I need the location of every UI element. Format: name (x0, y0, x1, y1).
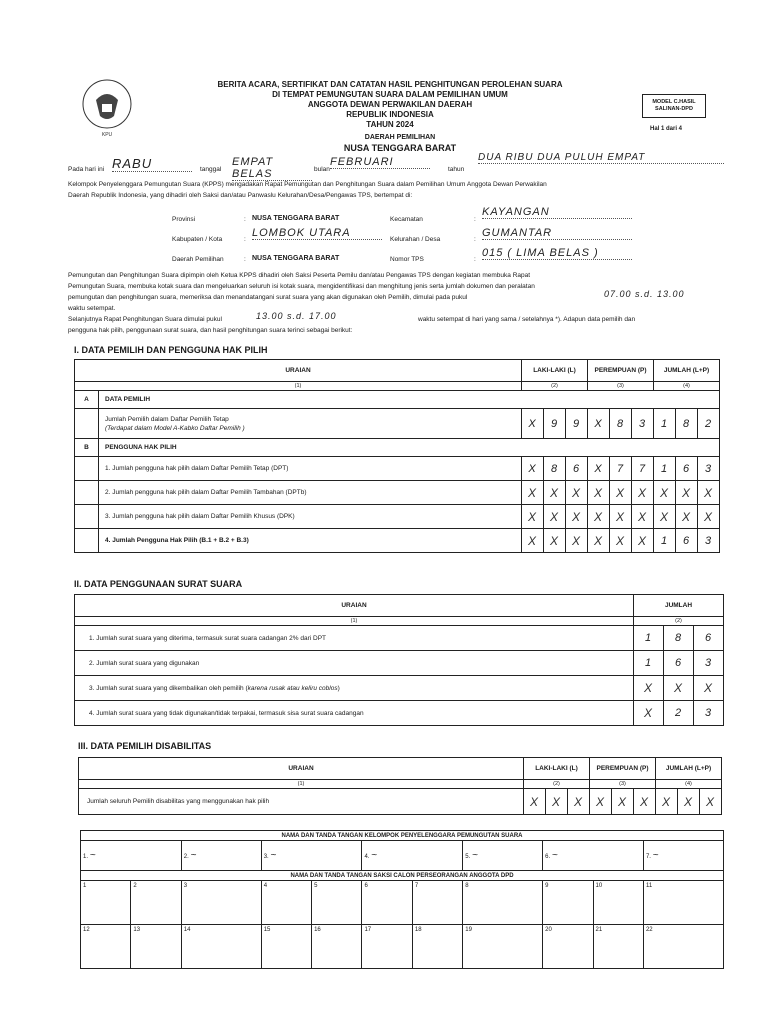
row-code: B (75, 439, 99, 457)
label-bulan: bulan (314, 166, 330, 173)
para-line-5: Selanjutnya Rapat Penghitungan Suara dimulai pukul (68, 316, 222, 323)
value-cell: X (544, 505, 566, 529)
col-num: (1) (79, 780, 524, 789)
value-cell: X (676, 505, 698, 529)
value-cell: 9 (544, 409, 566, 439)
col-num: (1) (75, 382, 522, 391)
value-cell: X (522, 409, 544, 439)
para-line-6: waktu setempat di hari yang sama / setelahnya *). Adapun data pemilih dan (418, 316, 636, 323)
label-pada-hari: Pada hari ini (68, 166, 105, 173)
row-label: 1. Jumlah surat suara yang diterima, termasuk surat suara cadangan 2% dari DPT (75, 626, 634, 651)
value-cell: X (566, 481, 588, 505)
value-cell: X (678, 789, 700, 815)
value-cell: X (610, 505, 632, 529)
col-num: (4) (654, 382, 720, 391)
para-line-4: waktu setempat. (68, 305, 116, 312)
value-cell: X (634, 676, 664, 701)
value-cell: 7 (610, 457, 632, 481)
col-num: (2) (634, 617, 724, 626)
value-cell: X (546, 789, 568, 815)
col-num: (1) (75, 617, 634, 626)
kecamatan-value: KAYANGAN (482, 206, 632, 219)
row-label: 2. Jumlah surat suara yang digunakan (75, 651, 634, 676)
saksi-cell: 22 (643, 925, 723, 969)
value-cell: 6 (676, 457, 698, 481)
header-jumlah: JUMLAH (L+P) (654, 360, 720, 382)
para-line-3: pemungutan dan penghitungan suara, memeriksa dan menandatangani surat suara yang akan digunakan oleh Pemilih, dimulai pada pukul (68, 294, 468, 301)
saksi-cell: 1 (81, 881, 131, 925)
value-cell: X (566, 529, 588, 553)
svg-text:KPU: KPU (101, 132, 113, 138)
value-cell: X (698, 481, 720, 505)
kelurahan-value: GUMANTAR (482, 227, 632, 240)
value-cell: X (522, 505, 544, 529)
value-cell: 6 (566, 457, 588, 481)
value-cell: 2 (698, 409, 720, 439)
value-cell: 3 (698, 529, 720, 553)
value-cell: X (632, 529, 654, 553)
value-cell: X (694, 676, 724, 701)
saksi-cell: 9 (543, 881, 593, 925)
provinsi-value: NUSA TENGGARA BARAT (252, 215, 340, 222)
row-code: A (75, 391, 99, 409)
kabupaten-value: LOMBOK UTARA (252, 227, 382, 240)
value-cell: 3 (694, 701, 724, 726)
value-cell: 1 (654, 409, 676, 439)
daerah-pemilihan-value: NUSA TENGGARA BARAT (343, 143, 457, 153)
value-cell: 1 (634, 626, 664, 651)
row-label: 3. Jumlah pengguna hak pilih dalam Daftar Pemilih Khusus (DPK) (99, 505, 522, 529)
value-cell: X (588, 481, 610, 505)
row-label: 2. Jumlah pengguna hak pilih dalam Daftar Pemilih Tambahan (DPTb) (99, 481, 522, 505)
value-cell: 1 (654, 529, 676, 553)
row-label: 4. Jumlah Pengguna Hak Pilih (B.1 + B.2 + B.3) (99, 529, 522, 553)
value-cell: 3 (632, 409, 654, 439)
header-jumlah: JUMLAH (L+P) (656, 758, 722, 780)
row-label: Jumlah seluruh Pemilih disabilitas yang menggunakan hak pilih (79, 789, 524, 815)
kpps-signature-3: 3. ~ (261, 841, 362, 871)
kpps-signature-6: 6. ~ (543, 841, 644, 871)
value-cell: X (654, 481, 676, 505)
row-code-empty (75, 457, 99, 481)
saksi-cell: 17 (362, 925, 412, 969)
daerah-value: NUSA TENGGARA BARAT (252, 255, 340, 262)
saksi-cell: 5 (312, 881, 362, 925)
header-laki-laki: LAKI-LAKI (L) (522, 360, 588, 382)
colon: : (474, 216, 476, 223)
col-num: (3) (588, 382, 654, 391)
kpu-logo (78, 74, 136, 140)
value-cell: X (656, 789, 678, 815)
kpps-signature-5: 5. ~ (463, 841, 543, 871)
section-3-title: III. DATA PEMILIH DISABILITAS (78, 741, 212, 751)
kelurahan-label: Kelurahan / Desa (390, 236, 441, 243)
saksi-cell: 4 (261, 881, 311, 925)
saksi-cell: 18 (412, 925, 462, 969)
value-cell: 9 (566, 409, 588, 439)
table-data-pemilih (74, 359, 720, 553)
section-2-title: II. DATA PENGGUNAAN SURAT SUARA (74, 579, 243, 589)
bulan-value: FEBRUARI (330, 156, 430, 169)
col-num: (4) (656, 780, 722, 789)
para-line-2: Pemungutan Suara, membuka kotak suara dan mengeluarkan seluruh isi kotak suara, mengidentifikasi dan menghitung jenis serta jumlah dokumen dan peralatan (68, 283, 535, 290)
hari-value: RABU (112, 156, 192, 172)
kecamatan-label: Kecamatan (390, 216, 423, 223)
header-jumlah: JUMLAH (634, 595, 724, 617)
colon: : (244, 236, 246, 243)
value-cell: 8 (610, 409, 632, 439)
row-group-title: DATA PEMILIH (99, 391, 720, 409)
intro-text-1: Kelompok Penyelenggara Pemungutan Suara (KPPS) mengadakan Rapat Pemungutan dan Penghitungan Suara dalam Pemilihan Umum Anggota Dewan Perwakilan (68, 181, 547, 188)
table-signatures (80, 830, 724, 969)
row-label: Jumlah Pemilih dalam Daftar Pemilih Tetap (Terdapat dalam Model A-Kabko Daftar Pemilih ) (99, 409, 522, 439)
saksi-cell: 15 (261, 925, 311, 969)
value-cell: 1 (654, 457, 676, 481)
saksi-signature-title: NAMA DAN TANDA TANGAN SAKSI CALON PERSEORANGAN ANGGOTA DPD (81, 871, 724, 881)
colon: : (474, 256, 476, 263)
value-cell: X (676, 481, 698, 505)
saksi-cell: 11 (643, 881, 723, 925)
saksi-cell: 14 (181, 925, 261, 969)
provinsi-label: Provinsi (172, 216, 196, 223)
table-disabilitas (78, 757, 722, 815)
para-line-7: pengguna hak pilih, penggunaan surat suara, dan hasil penghitungan suara terinci sebagai berikut: (68, 327, 353, 334)
col-num: (2) (522, 382, 588, 391)
saksi-cell: 16 (312, 925, 362, 969)
header-laki-laki: LAKI-LAKI (L) (524, 758, 590, 780)
intro-text-2: Daerah Republik Indonesia, yang dihadiri oleh Saksi dan/atau Panwaslu Kelurahan/Desa/Pengawas TPS, bertempat di: (68, 192, 413, 199)
saksi-cell: 10 (593, 881, 643, 925)
value-cell: 8 (664, 626, 694, 651)
tps-value: 015 ( LIMA BELAS ) (482, 247, 632, 260)
header-perempuan: PEREMPUAN (P) (588, 360, 654, 382)
tahun-value: DUA RIBU DUA PULUH EMPAT (478, 152, 724, 164)
section-1-title: I. DATA PEMILIH DAN PENGGUNA HAK PILIH (74, 345, 268, 355)
value-cell: X (610, 529, 632, 553)
value-cell: X (632, 505, 654, 529)
value-cell: X (590, 789, 612, 815)
saksi-cell: 2 (131, 881, 181, 925)
value-cell: 6 (694, 626, 724, 651)
value-cell: X (632, 481, 654, 505)
kpps-signature-1: 1. ~ (81, 841, 182, 871)
value-cell: X (634, 701, 664, 726)
value-cell: 6 (676, 529, 698, 553)
para-line-1: Pemungutan dan Penghitungan Suara dipimpin oleh Ketua KPPS dihadiri oleh Saksi Peserta Pemilu dan/atau Pengawas TPS dengan kegiatan membuka Rapat (68, 272, 531, 279)
tps-label: Nomor TPS (390, 256, 424, 263)
row-code-empty (75, 481, 99, 505)
table-surat-suara (74, 594, 724, 726)
row-label: 4. Jumlah surat suara yang tidak digunakan/tidak terpakai, termasuk sisa surat suara cadangan (75, 701, 634, 726)
value-cell: 8 (544, 457, 566, 481)
value-cell: X (700, 789, 722, 815)
saksi-cell: 7 (412, 881, 462, 925)
saksi-cell: 3 (181, 881, 261, 925)
kabupaten-label: Kabupaten / Kota (172, 236, 223, 243)
header-perempuan: PEREMPUAN (P) (590, 758, 656, 780)
value-cell: X (522, 529, 544, 553)
value-cell: X (524, 789, 546, 815)
kpps-signature-7: 7. ~ (643, 841, 723, 871)
page-number: Hal 1 dari 4 (650, 126, 683, 132)
row-code-empty (75, 529, 99, 553)
value-cell: X (568, 789, 590, 815)
waktu-penghitungan-value: 13.00 s.d. 17.00 (256, 311, 337, 321)
saksi-cell: 21 (593, 925, 643, 969)
value-cell: X (698, 505, 720, 529)
kpps-signature-2: 2. ~ (181, 841, 261, 871)
row-label: 1. Jumlah pengguna hak pilih dalam Daftar Pemilih Tetap (DPT) (99, 457, 522, 481)
value-cell: X (544, 529, 566, 553)
saksi-cell: 20 (543, 925, 593, 969)
model-badge: MODEL C.HASIL SALINAN-DPD (642, 94, 706, 118)
label-tahun: tahun (448, 166, 465, 173)
col-num: (3) (590, 780, 656, 789)
colon: : (244, 216, 246, 223)
daerah-pemilihan-label: DAERAH PEMILIHAN (364, 134, 436, 141)
value-cell: X (522, 481, 544, 505)
col-num: (2) (524, 780, 590, 789)
value-cell: 2 (664, 701, 694, 726)
value-cell: X (588, 457, 610, 481)
value-cell: 3 (698, 457, 720, 481)
row-group-title: PENGGUNA HAK PILIH (99, 439, 720, 457)
value-cell: X (588, 409, 610, 439)
label-tanggal: tanggal (200, 166, 222, 173)
header-uraian: URAIAN (79, 758, 524, 780)
value-cell: X (634, 789, 656, 815)
row-code-empty (75, 505, 99, 529)
saksi-cell: 12 (81, 925, 131, 969)
value-cell: X (522, 457, 544, 481)
tanggal-value: EMPAT BELAS (232, 156, 312, 181)
value-cell: X (588, 505, 610, 529)
value-cell: X (610, 481, 632, 505)
value-cell: 6 (664, 651, 694, 676)
row-label: 3. Jumlah surat suara yang dikembalikan oleh pemilih (karena rusak atau keliru coblos) (75, 676, 634, 701)
value-cell: 1 (634, 651, 664, 676)
waktu-pemungutan-value: 07.00 s.d. 13.00 (604, 289, 685, 299)
saksi-cell: 8 (463, 881, 543, 925)
value-cell: X (566, 505, 588, 529)
row-code-empty (75, 409, 99, 439)
value-cell: 7 (632, 457, 654, 481)
header-uraian: URAIAN (75, 595, 634, 617)
saksi-cell: 13 (131, 925, 181, 969)
saksi-cell: 6 (362, 881, 412, 925)
value-cell: X (588, 529, 610, 553)
colon: : (474, 236, 476, 243)
value-cell: X (544, 481, 566, 505)
kpps-signature-4: 4. ~ (362, 841, 463, 871)
kpps-signature-title: NAMA DAN TANDA TANGAN KELOMPOK PENYELENGGARA PEMUNGUTAN SUARA (81, 831, 724, 841)
value-cell: 8 (676, 409, 698, 439)
daerah-label: Daerah Pemilihan (172, 256, 224, 263)
value-cell: X (664, 676, 694, 701)
header-uraian: URAIAN (75, 360, 522, 382)
value-cell: X (612, 789, 634, 815)
colon: : (244, 256, 246, 263)
value-cell: 3 (694, 651, 724, 676)
value-cell: X (654, 505, 676, 529)
document-title: BERITA ACARA, SERTIFIKAT DAN CATATAN HASIL PENGHITUNGAN PEROLEHAN SUARA DI TEMPAT PEMUNGUTAN SUARA DALAM PEMILIHAN UMUM ANGGOTA DEWAN PERWAKILAN DAERAH REPUBLIK INDONESIA TAHUN 2024 (217, 80, 563, 129)
saksi-cell: 19 (463, 925, 543, 969)
